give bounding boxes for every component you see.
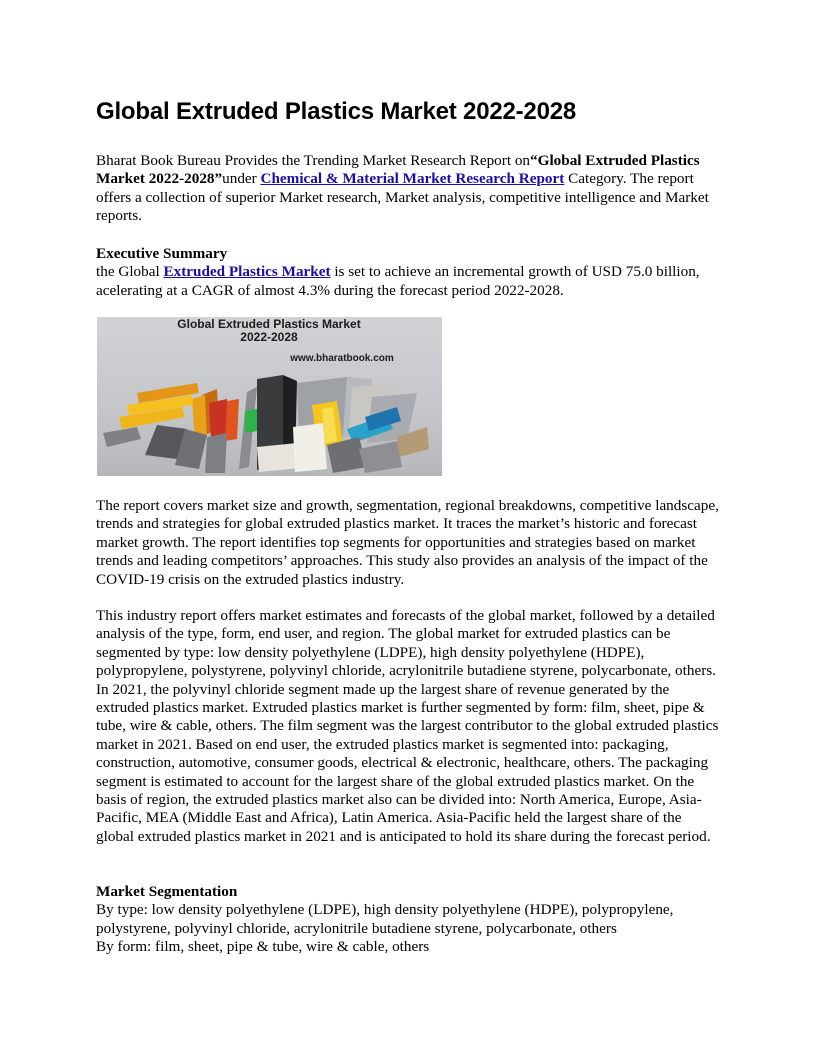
- banner-title-line1: Global Extruded Plastics Market: [177, 317, 361, 331]
- page-title: Global Extruded Plastics Market 2022-2028: [96, 98, 577, 125]
- overview-section: [96, 497, 722, 589]
- overview-paragraph: The report covers market size and growth, segmentation, regional breakdowns, competitive landscape, trends and strategies for global extruded plastics market. It traces the market’s historic and forecast market growth. The report identifies top segments for opportunities and strategies based on market trends and leading competitors’ approaches. This study also provides an analysis of the impact of the COVID-19 crisis on the extruded plastics industry.: [96, 497, 719, 588]
- banner-url: www.bharatbook.com: [290, 353, 394, 364]
- intro-paragraph: [96, 152, 722, 226]
- analysis-section: [96, 607, 722, 846]
- report-banner-image: [97, 317, 442, 476]
- exec-text-2: is set to achieve an incremental growth of USD 75.0 billion, acelerating at a CAGR of almost 4.3% during the forecast period 2022-2028.: [96, 263, 700, 299]
- executive-summary-heading: Executive Summary: [96, 245, 228, 262]
- market-segmentation-section: [96, 883, 722, 957]
- extruded-profiles-illustration: [103, 375, 429, 473]
- extruded-plastics-market-link[interactable]: Extruded Plastics Market: [163, 263, 331, 281]
- intro-section: [96, 152, 722, 226]
- intro-report-name: “Global Extruded Plastics Market 2022-2028”: [96, 152, 700, 188]
- intro-text-1: Bharat Book Bureau Provides the Trending Market Research Report on: [96, 152, 531, 169]
- executive-summary-section: [96, 245, 722, 300]
- executive-summary-text: [96, 263, 722, 300]
- banner-title-line2: 2022-2028: [240, 330, 298, 344]
- segmentation-by-form: By form: film, sheet, pipe & tube, wire & cable, others: [96, 938, 430, 956]
- exec-text-1: the Global: [96, 263, 164, 281]
- intro-text-2: under: [222, 170, 261, 188]
- segmentation-by-type: By type: low density polyethylene (LDPE), high density polyethylene (HDPE), polypropylene, polystyrene, polyvinyl chloride, acrylonitrile butadiene styrene, polycarbonate, others: [96, 901, 674, 937]
- intro-text-3: Category. The report offers a collection of superior Market research, Market analysis, competitive intelligence and Market reports.: [96, 170, 709, 225]
- market-segmentation-heading: Market Segmentation: [96, 883, 238, 900]
- analysis-paragraph: This industry report offers market estimates and forecasts of the global market, followed by a detailed analysis of the type, form, end user, and region. The global market for extruded plastics can be segmented by type: low density polyethylene (LDPE), high density polyethylene (HDPE), polypropylene, polystyrene, polyvinyl chloride, acrylonitrile butadiene styrene, polycarbonate, others. In 2021, the polyvinyl chloride segment made up the largest share of revenue generated by the extruded plastics market. Extruded plastics market is further segmented by form: film, sheet, pipe & tube, wire & cable, others. The film segment was the largest contributor to the global extruded plastics market in 2021. Based on end user, the extruded plastics market is segmented into: packaging, construction, automotive, consumer goods, electrical & electronic, healthcare, others. The packaging segment is estimated to account for the largest share of the global extruded plastics market. On the basis of region, the extruded plastics market also can be divided into: North America, Europe, Asia-Pacific, MEA (Middle East and Africa), Latin America. Asia-Pacific held the largest share of the global extruded plastics market in 2021 and is anticipated to hold its share during the forecast period.: [96, 607, 719, 845]
- category-link[interactable]: Chemical & Material Market Research Report: [260, 170, 565, 188]
